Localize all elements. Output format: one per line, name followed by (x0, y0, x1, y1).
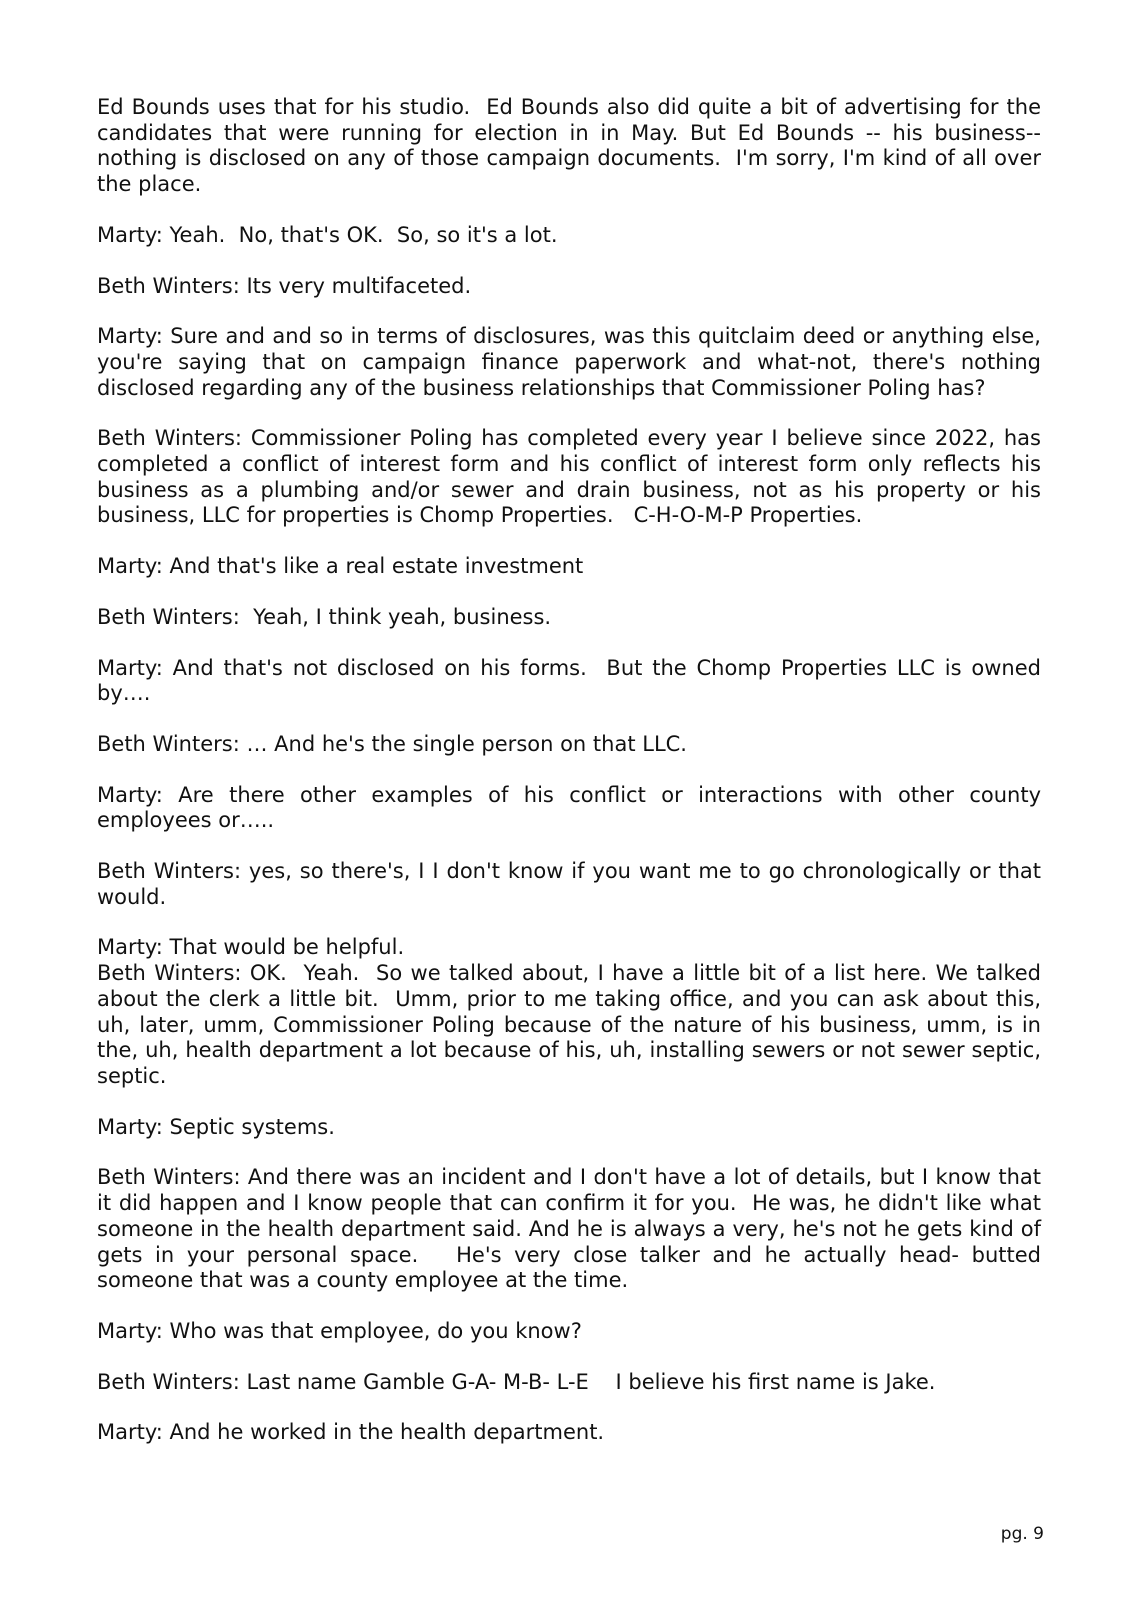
transcript-paragraph: Marty: Are there other examples of his conflict or interactions with other county employees or….. (97, 782, 1048, 833)
transcript-paragraph: Beth Winters: … And he's the single person on that LLC. (97, 731, 687, 756)
transcript-body (97, 95, 1048, 1471)
transcript-paragraph: Ed Bounds uses that for his studio. Ed Bounds also did quite a bit of advertising for the candidates that were running for election in in May. But Ed Bounds -- his business-- nothing is disclosed on any of those campaign documents. I'm sorry, I'm kind of all over the place. (97, 95, 1048, 197)
transcript-paragraph: Beth Winters: Yeah, I think yeah, business. (97, 604, 552, 629)
transcript-paragraph: Beth Winters: OK. Yeah. So we talked about, I have a little bit of a list here. We talked about the clerk a little bit. Umm, prior to me taking office, and you can ask about this, uh, later, umm, Commissioner Poling because of the nature of his business, umm, is in the, uh, health department a lot because of his, uh, installing sewers or not sewer septic, septic. (97, 961, 1048, 1088)
transcript-paragraph: Beth Winters: And there was an incident and I don't have a lot of details, but I know that it did happen and I know people that can confirm it for you. He was, he didn't like what someone in the health department said. And he is always a very, he's not he gets kind of gets in your personal space. He's very close talker and he actually head- butted someone that was a county employee at the time. (97, 1165, 1048, 1293)
transcript-paragraph: Beth Winters: Its very multifaceted. (97, 273, 472, 298)
transcript-paragraph: Marty: Yeah. No, that's OK. So, so it's a lot. (97, 222, 558, 247)
transcript-paragraph: Beth Winters: Last name Gamble G-A- M-B- L-E I believe his first name is Jake. (97, 1369, 936, 1394)
page-number: pg. 9 (1000, 1524, 1044, 1544)
transcript-paragraph: Marty: Sure and and so in terms of disclosures, was this quitclaim deed or anything else, you're saying that on campaign finance paperwork and what-not, there's nothing disclosed regarding any of the business relationships that Commissioner Poling has? (97, 324, 1048, 400)
transcript-paragraph: Marty: And that's like a real estate investment (97, 554, 584, 579)
transcript-paragraph: Marty: And he worked in the health department. (97, 1420, 605, 1445)
transcript-paragraph: Beth Winters: Commissioner Poling has completed every year I believe since 2022, has completed a conflict of interest form and his conflict of interest form only reflects his business as a plumbing and/or sewer and drain business, not as his property or his business, LLC for properties is Chomp Properties. C-H-O-M-P Properties. (97, 426, 1048, 528)
transcript-paragraph: Marty: And that's not disclosed on his forms. But the Chomp Properties LLC is owned by…. (97, 655, 1048, 706)
transcript-paragraph: Marty: That would be helpful. (97, 935, 405, 960)
transcript-paragraph: Marty: Septic systems. (97, 1114, 335, 1139)
transcript-paragraph: Beth Winters: yes, so there's, I I don't know if you want me to go chronologically or that would. (97, 859, 1048, 909)
transcript-paragraph: Marty: Who was that employee, do you know? (97, 1318, 582, 1343)
